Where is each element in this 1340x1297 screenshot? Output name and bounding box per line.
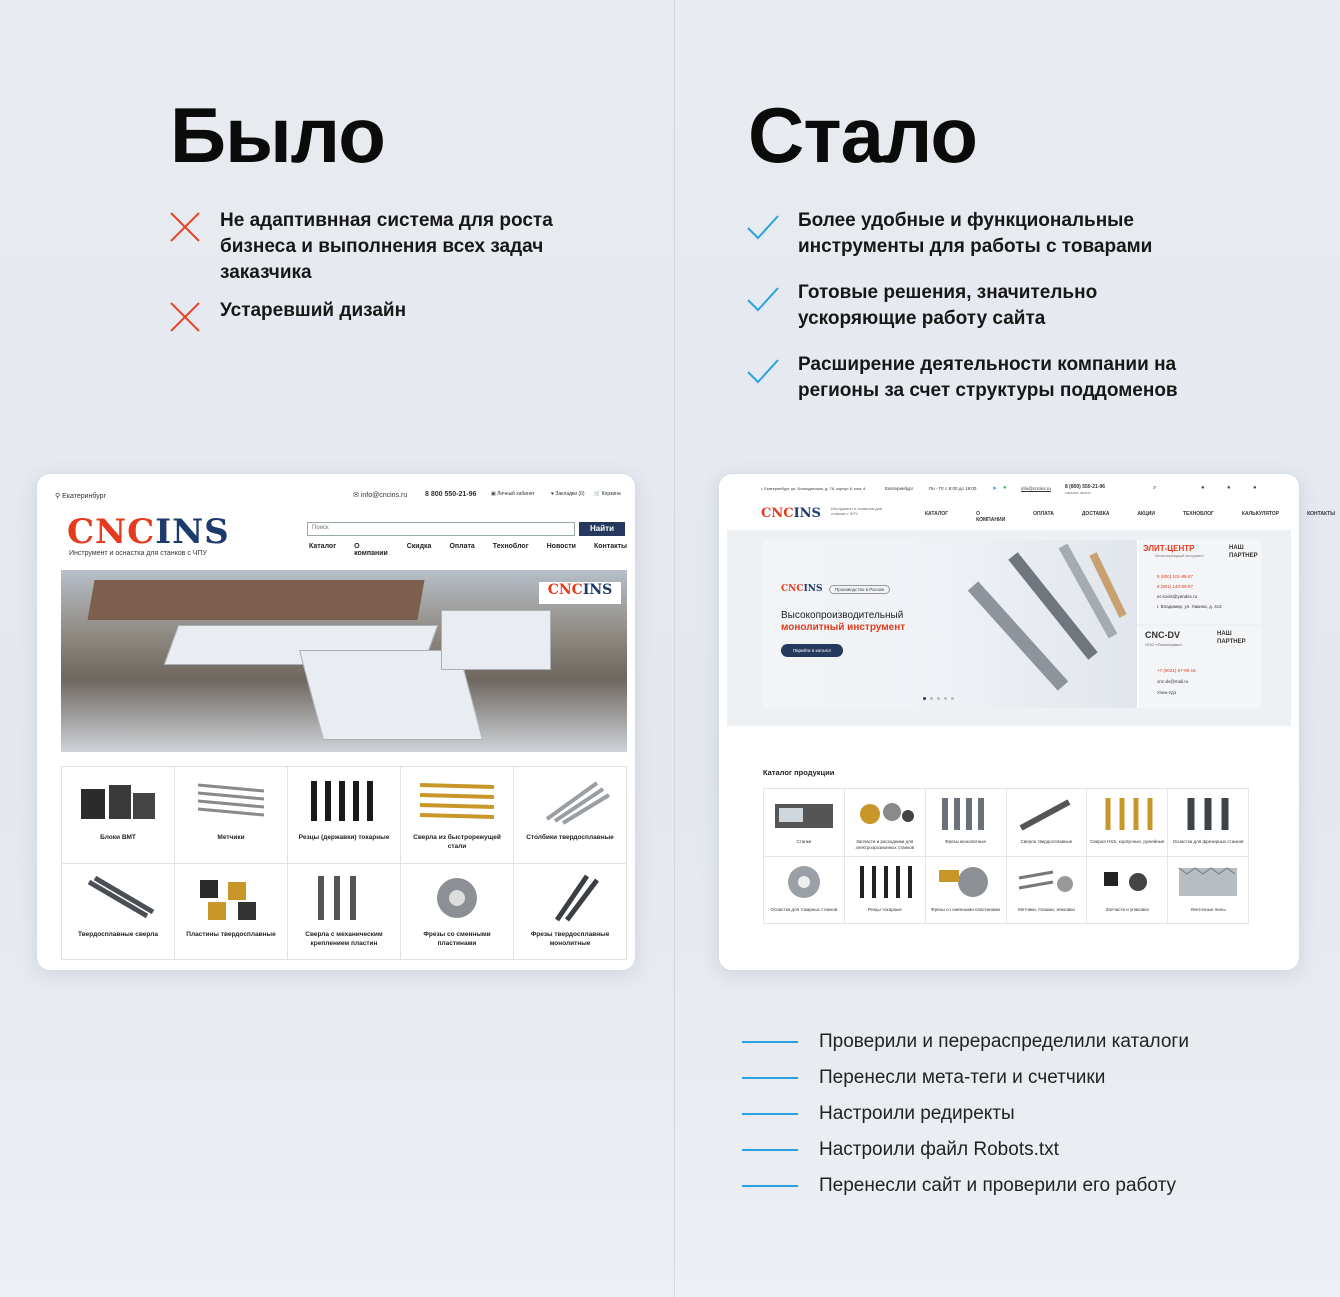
new-category[interactable]: Оснастка для фрезерных станков: [1168, 789, 1249, 857]
cart-icon[interactable]: ●: [1253, 485, 1257, 491]
old-category[interactable]: Фрезы твердосплавные монолитные: [514, 864, 627, 961]
old-nav-item[interactable]: О компании: [354, 543, 388, 557]
new-nav-item[interactable]: ОПЛАТА: [1033, 511, 1054, 517]
old-bookmarks[interactable]: ♥ Закладки (0): [551, 491, 585, 497]
partner2-city: Улан-Удэ: [1157, 690, 1177, 695]
cross-icon: [168, 300, 202, 334]
partner1-email[interactable]: ec-tools@yandex.ru: [1157, 594, 1198, 599]
work-done-item: Перенесли мета-теги и счетчики: [742, 1060, 1189, 1096]
new-category[interactable]: Станки: [764, 789, 845, 857]
old-nav-item[interactable]: Контакты: [593, 543, 627, 550]
after-point-text: Расширение деятельности компании на регионы за счет структуры поддоменов: [798, 354, 1178, 401]
old-logo[interactable]: CNCINS: [67, 512, 230, 552]
before-points: [168, 208, 588, 324]
new-category[interactable]: Запчасти и расходники для электроэрозионных станков: [845, 789, 926, 857]
old-category[interactable]: Сверла из быстрорежущей стали: [401, 767, 514, 864]
after-point-text: Готовые решения, значительно ускоряющие работу сайта: [798, 282, 1098, 329]
old-category[interactable]: Метчики: [175, 767, 288, 864]
new-tagline: Инструмент и оснастка для станков с ЧПУ: [831, 506, 883, 516]
hero-logo: CNCINS: [781, 584, 823, 594]
partner1-name: ЭЛИТ-ЦЕНТР: [1143, 544, 1195, 553]
new-nav-item[interactable]: ДОСТАВКА: [1081, 511, 1110, 517]
dash-icon: [742, 1149, 798, 1151]
user-icon[interactable]: ●: [1201, 485, 1205, 491]
new-hours: Пн - Пт с 8:00 до 19:00: [929, 486, 977, 491]
new-category-grid: [763, 788, 1249, 924]
hero-badge: Производство в России: [829, 585, 890, 594]
old-category[interactable]: Сверла с механическим креплением пластин: [288, 864, 401, 961]
old-cart[interactable]: 🛒 Корзина: [594, 491, 621, 497]
partner2-phone[interactable]: +7 (9021) 67-95-16: [1157, 668, 1196, 673]
hero-subtitle: монолитный инструмент: [781, 622, 906, 633]
partner1-phone[interactable]: 8 (901) 140-86-87: [1157, 584, 1194, 589]
before-point-text: Не адаптивнная система для роста бизнеса и выполнения всех задач заказчика: [220, 210, 553, 283]
old-category[interactable]: Пластины твердосплавные: [175, 864, 288, 961]
catalog-title: Каталог продукции: [763, 768, 835, 777]
old-nav-item[interactable]: Оплата: [449, 543, 475, 550]
dash-icon: [742, 1185, 798, 1187]
partner1-address: г. Владимир, ул. Лакина, д. 4с3: [1157, 604, 1222, 609]
old-category[interactable]: Фрезы со сменными пластинами: [401, 864, 514, 961]
new-nav-item[interactable]: КОНТАКТЫ: [1307, 511, 1336, 517]
old-site: [45, 482, 627, 962]
after-point: [746, 208, 1196, 260]
old-category[interactable]: Столбики твердосплавные: [514, 767, 627, 864]
before-point-text: Устаревший дизайн: [220, 300, 407, 321]
after-point-text: Более удобные и функциональные инструменты для работы с товарами: [798, 210, 1153, 257]
after-point: [746, 352, 1196, 404]
old-nav-item[interactable]: Новости: [546, 543, 576, 550]
new-nav-item[interactable]: АКЦИИ: [1137, 511, 1155, 517]
old-category[interactable]: Резцы (державки) токарные: [288, 767, 401, 864]
old-nav-item[interactable]: Каталог: [309, 543, 337, 550]
new-nav-item[interactable]: КАЛЬКУЛЯТОР: [1241, 511, 1280, 517]
new-city[interactable]: Екатеринбург: [885, 486, 914, 491]
dash-icon: [742, 1113, 798, 1115]
old-nav-item[interactable]: Техноблог: [492, 543, 529, 550]
new-address: г. Екатеринбург, ул. Благодатская, д. 76, корпус К, ком. 4: [761, 486, 866, 491]
old-site-screenshot: [36, 473, 636, 971]
cross-icon: [168, 210, 202, 244]
hero-catalog-button[interactable]: Перейти в каталог: [781, 644, 843, 657]
center-divider: [674, 0, 675, 1297]
new-category[interactable]: Запчасти и упаковка: [1087, 857, 1168, 925]
before-point: [168, 208, 588, 286]
slider-dots[interactable]: [923, 697, 954, 700]
old-email[interactable]: ✉ info@cncins.ru: [353, 492, 408, 499]
old-tagline: Инструмент и оснастка для станков с ЧПУ: [69, 550, 207, 557]
new-site: [727, 482, 1336, 962]
new-nav: [925, 511, 1335, 523]
old-city: ⚲ Екатеринбург: [55, 493, 107, 500]
new-phone-note[interactable]: заказать звонок: [1065, 491, 1091, 495]
photo-logo: CNCINS: [539, 582, 621, 604]
partner1-phone[interactable]: 8 (800) 101-86-87: [1157, 574, 1194, 579]
check-icon: [746, 282, 780, 316]
heading-before: Было: [170, 91, 385, 179]
after-point: [746, 280, 1196, 332]
new-category[interactable]: Оснастка для токарных станков: [764, 857, 845, 925]
partner1-sub: Металлорежущий инструмент: [1155, 554, 1204, 558]
old-category[interactable]: Блоки ВМТ: [62, 767, 175, 864]
new-nav-item[interactable]: О КОМПАНИИ: [976, 511, 1006, 523]
new-category[interactable]: Фрезы со сменными пластинами: [926, 857, 1007, 925]
work-done-item: Настроили файл Robots.txt: [742, 1132, 1189, 1168]
whatsapp-icon[interactable]: ●: [1003, 485, 1007, 491]
new-category[interactable]: Резцы токарные: [845, 857, 926, 925]
new-category[interactable]: Метчики, плашки, зенковки: [1007, 857, 1088, 925]
work-done-item: Проверили и перераспределили каталоги: [742, 1024, 1189, 1060]
partner-label: НАШ ПАРТНЕР: [1229, 545, 1258, 559]
telegram-icon[interactable]: ➤: [992, 486, 998, 492]
old-nav: [309, 543, 627, 557]
partner2-sub: ООО «Пилосервис»: [1145, 642, 1183, 647]
check-icon: [746, 354, 780, 388]
search-icon[interactable]: ⌕: [1153, 485, 1157, 491]
new-category[interactable]: Сверла твердосплавные: [1007, 789, 1088, 857]
new-logo[interactable]: CNCINS: [761, 506, 821, 521]
heart-icon[interactable]: ●: [1227, 485, 1231, 491]
hero-slider: [763, 540, 1137, 708]
dash-icon: [742, 1041, 798, 1043]
old-account[interactable]: ▣ Личный кабинет: [491, 491, 535, 497]
new-phone[interactable]: 8 (800) 550-21-96: [1065, 484, 1106, 490]
hero-tools-image: [953, 546, 1133, 702]
hero-title: Высокопроизводительный: [781, 610, 904, 621]
partner2-name: CNC-DV: [1145, 630, 1180, 640]
work-done-item: Перенесли сайт и проверили его работу: [742, 1168, 1189, 1204]
partner-card-cncdv[interactable]: [1137, 626, 1261, 708]
before-point: [168, 298, 588, 324]
dash-icon: [742, 1077, 798, 1079]
work-done-list: [742, 1024, 1189, 1204]
work-done-item: Настроили редиректы: [742, 1096, 1189, 1132]
old-search-button[interactable]: Найти: [579, 522, 625, 536]
partner-card-elit[interactable]: [1137, 540, 1261, 624]
old-search-input[interactable]: Поиск: [307, 522, 575, 536]
old-category[interactable]: Твердосплавные сверла: [62, 864, 175, 961]
new-category[interactable]: Ленточные пилы: [1168, 857, 1249, 925]
old-phone[interactable]: 8 800 550-21-96: [425, 491, 477, 498]
partner2-email[interactable]: cnc-dv@mail.ru: [1157, 679, 1189, 684]
partner-label: НАШ ПАРТНЕР: [1217, 631, 1246, 645]
check-icon: [746, 210, 780, 244]
old-factory-photo: [61, 570, 627, 752]
new-nav-item[interactable]: ТЕХНОБЛОГ: [1182, 511, 1214, 517]
heading-after: Стало: [748, 91, 978, 179]
new-category[interactable]: Фрезы монолитные: [926, 789, 1007, 857]
new-email[interactable]: info@cncins.ru: [1021, 486, 1051, 491]
old-category-grid: [61, 766, 627, 960]
new-nav-item[interactable]: КАТАЛОГ: [925, 511, 949, 517]
new-category[interactable]: Сверла HSS, корпусные, ружейные: [1087, 789, 1168, 857]
old-nav-item[interactable]: Скидка: [406, 543, 432, 550]
after-points: [746, 208, 1196, 404]
new-site-screenshot: [718, 473, 1336, 971]
